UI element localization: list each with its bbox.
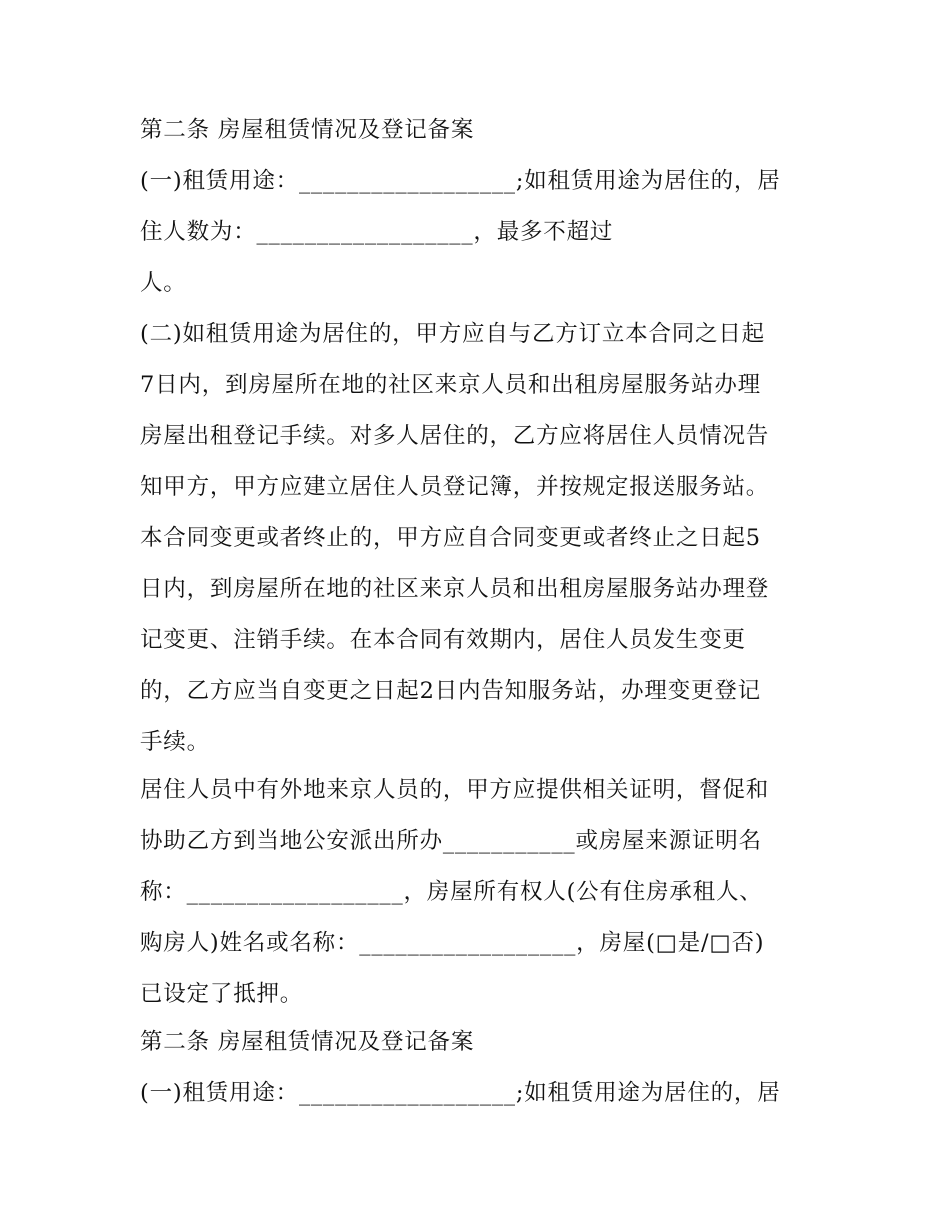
paragraph-line: 人。 xyxy=(140,270,187,296)
paragraph-line: 知甲方，甲方应建立居住人员登记簿，并按规定报送服务站。 xyxy=(140,474,770,500)
paragraph-line: 本合同变更或者终止的，甲方应自合同变更或者终止之日起5 xyxy=(140,525,761,551)
paragraph-line: (二)如租赁用途为居住的，甲方应自与乙方订立本合同之日起 xyxy=(140,321,765,347)
paragraph-line: 协助乙方到当地公安派出所办___________或房屋来源证明名 xyxy=(140,828,762,854)
paragraph-line: 购房人)姓名或名称：__________________，房屋(□是/□否) xyxy=(140,930,765,956)
section-heading: 第二条 房屋租赁情况及登记备案 xyxy=(140,117,475,143)
paragraph-line: 居住人员中有外地来京人员的，甲方应提供相关证明，督促和 xyxy=(140,777,770,803)
paragraph-line: 称：__________________，房屋所有权人(公有住房承租人、 xyxy=(140,879,763,905)
paragraph-line: (一)租赁用途：__________________;如租赁用途为居住的，居 xyxy=(140,168,781,194)
section-heading: 第二条 房屋租赁情况及登记备案 xyxy=(140,1029,475,1055)
paragraph-line: 房屋出租登记手续。对多人居住的，乙方应将居住人员情况告 xyxy=(140,423,770,449)
paragraph-line: 记变更、注销手续。在本合同有效期内，居住人员发生变更 xyxy=(140,627,746,653)
paragraph-line: 7日内，到房屋所在地的社区来京人员和出租房屋服务站办理 xyxy=(140,372,761,398)
paragraph-line: 日内，到房屋所在地的社区来京人员和出租房屋服务站办理登 xyxy=(140,576,770,602)
paragraph-line: 的，乙方应当自变更之日起2日内告知服务站，办理变更登记 xyxy=(140,678,761,704)
paragraph-line: 手续。 xyxy=(140,729,210,755)
paragraph-line: 已设定了抵押。 xyxy=(140,981,304,1007)
paragraph-line: 住人数为：__________________，最多不超过 xyxy=(140,219,614,245)
paragraph-line: (一)租赁用途：__________________;如租赁用途为居住的，居 xyxy=(140,1080,781,1106)
